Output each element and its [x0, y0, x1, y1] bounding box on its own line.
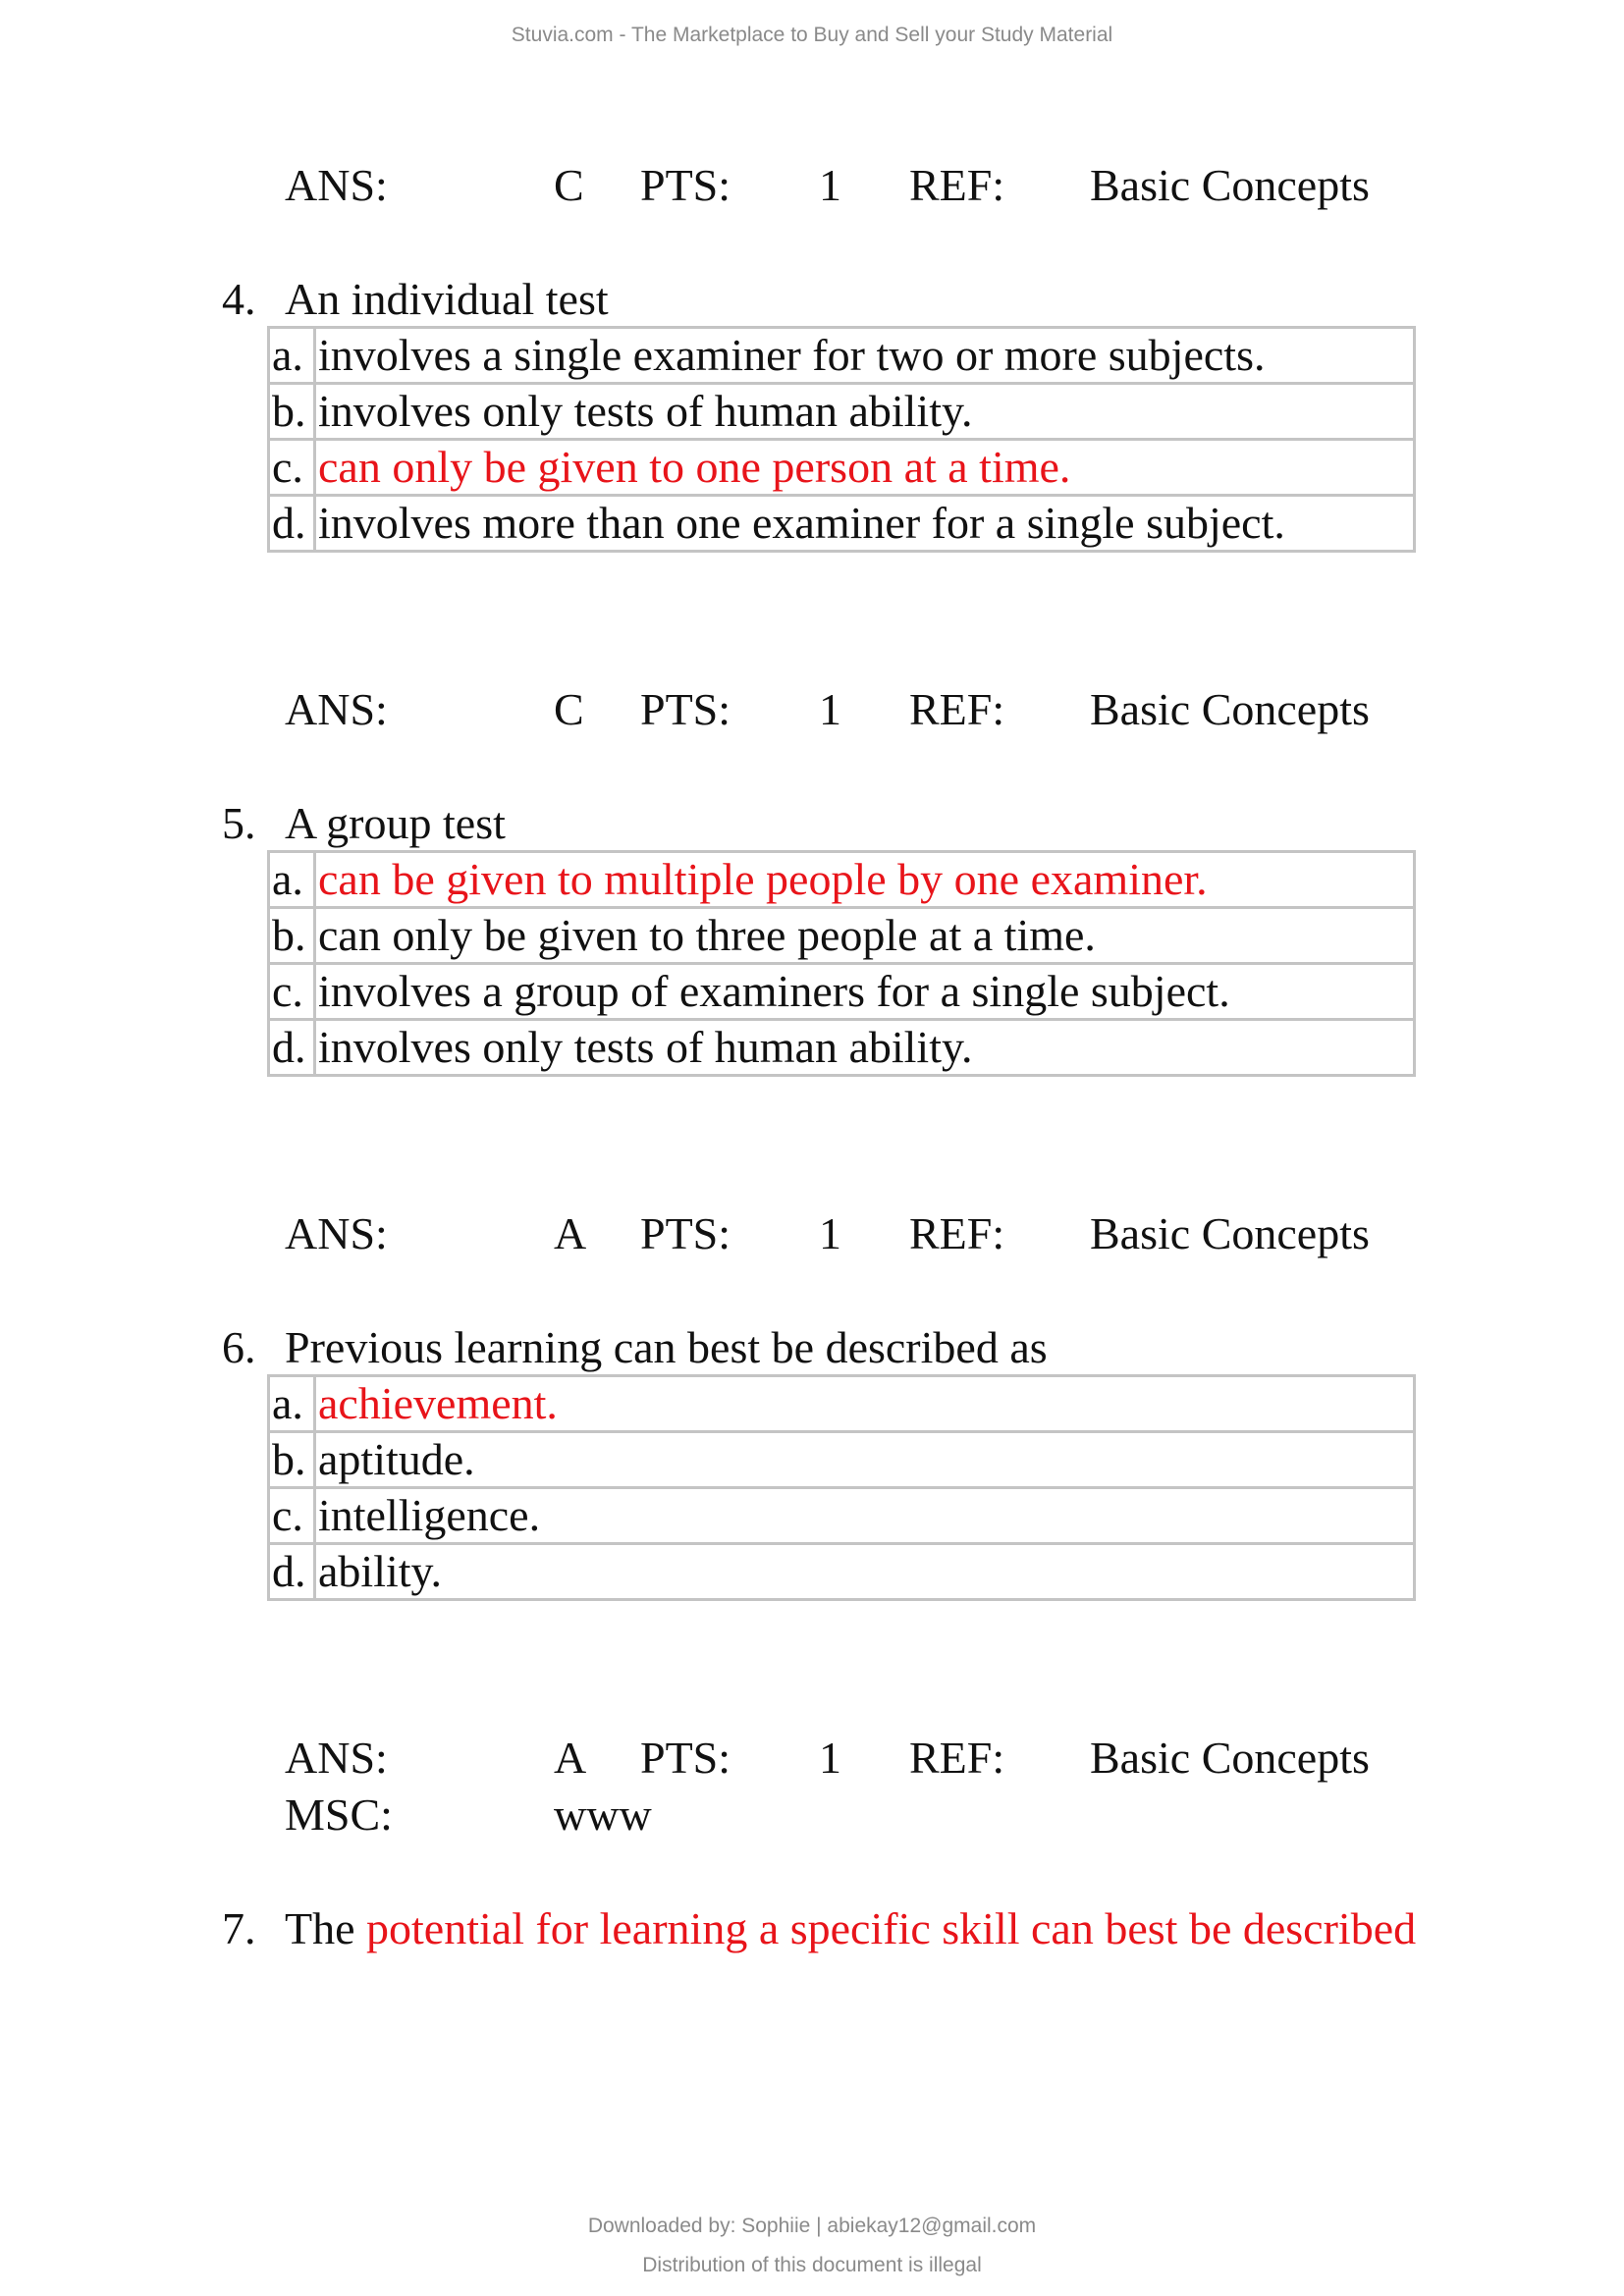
choice-text: involves only tests of human ability. [315, 1020, 1415, 1076]
pts-label: PTS: [640, 1733, 731, 1783]
choice-letter: a. [269, 852, 315, 908]
choice-letter: a. [269, 328, 315, 384]
choice-letter: d. [269, 496, 315, 552]
choice-text: involves more than one examiner for a single subject. [315, 496, 1415, 552]
ref-label: REF: [909, 684, 1005, 734]
msc-value: www [554, 1789, 652, 1840]
pts-value: 1 [819, 684, 841, 734]
choice-letter: c. [269, 440, 315, 496]
ans-value: C [554, 684, 584, 734]
choice-row [269, 440, 1415, 496]
question-text: Previous learning can best be described as [285, 1322, 1048, 1372]
question-text: A group test [285, 798, 506, 848]
choice-row [269, 1544, 1415, 1600]
choice-row [269, 328, 1415, 384]
ref-value: Basic Concepts [1090, 1733, 1370, 1783]
choice-letter: d. [269, 1544, 315, 1600]
choice-letter: b. [269, 1432, 315, 1488]
choice-text: can only be given to three people at a time. [315, 908, 1415, 964]
choice-row [269, 496, 1415, 552]
pts-label: PTS: [640, 160, 731, 210]
site-header-banner: Stuvia.com - The Marketplace to Buy and Sell your Study Material [511, 24, 1113, 46]
pts-label: PTS: [640, 1208, 731, 1258]
ans-label: ANS: [285, 684, 388, 734]
choice-row [269, 1020, 1415, 1076]
choice-letter: b. [269, 908, 315, 964]
ans-label: ANS: [285, 1733, 388, 1783]
ref-value: Basic Concepts [1090, 160, 1370, 210]
ref-value: Basic Concepts [1090, 684, 1370, 734]
choice-row [269, 384, 1415, 440]
choice-text: involves only tests of human ability. [315, 384, 1415, 440]
question-number: 6. [222, 1322, 256, 1372]
choice-text: involves a single examiner for two or more subjects. [315, 328, 1415, 384]
choice-text: intelligence. [315, 1488, 1415, 1544]
question-7-stem [222, 1900, 1416, 1957]
ans-value: A [554, 1208, 587, 1258]
ans-label: ANS: [285, 160, 388, 210]
question-number: 5. [222, 798, 256, 848]
msc-label: MSC: [285, 1789, 393, 1840]
pts-value: 1 [819, 160, 841, 210]
question-text: The [285, 1903, 367, 1953]
choice-text: ability. [315, 1544, 1415, 1600]
ans-value: A [554, 1733, 587, 1783]
ans-value: C [554, 160, 584, 210]
distribution-notice: Distribution of this document is illegal [642, 2254, 982, 2276]
question-6-choices [267, 1374, 1416, 1601]
choice-text-correct: can only be given to one person at a time. [315, 440, 1415, 496]
ref-label: REF: [909, 1208, 1005, 1258]
choice-letter: c. [269, 1488, 315, 1544]
choice-row [269, 852, 1415, 908]
question-number: 7. [222, 1903, 256, 1953]
choice-letter: a. [269, 1376, 315, 1432]
choice-row [269, 1432, 1415, 1488]
pts-value: 1 [819, 1208, 841, 1258]
choice-text: involves a group of examiners for a single subject. [315, 964, 1415, 1020]
question-6-stem [222, 1319, 1048, 1376]
question-text-highlighted: potential for learning a specific skill can best be described [366, 1903, 1417, 1953]
choice-letter: c. [269, 964, 315, 1020]
question-5-choices [267, 850, 1416, 1077]
question-4-stem [222, 271, 609, 328]
question-text: An individual test [285, 274, 609, 324]
choice-text-correct: achievement. [315, 1376, 1415, 1432]
ref-value: Basic Concepts [1090, 1208, 1370, 1258]
choice-text: aptitude. [315, 1432, 1415, 1488]
question-5-stem [222, 795, 506, 852]
ans-label: ANS: [285, 1208, 388, 1258]
question-4-choices [267, 326, 1416, 553]
pts-label: PTS: [640, 684, 731, 734]
choice-row [269, 1488, 1415, 1544]
choice-letter: b. [269, 384, 315, 440]
ref-label: REF: [909, 1733, 1005, 1783]
choice-row [269, 1376, 1415, 1432]
choice-text-correct: can be given to multiple people by one examiner. [315, 852, 1415, 908]
choice-row [269, 964, 1415, 1020]
choice-row [269, 908, 1415, 964]
question-number: 4. [222, 274, 256, 324]
pts-value: 1 [819, 1733, 841, 1783]
downloaded-by-notice: Downloaded by: Sophiie | abiekay12@gmail.com [587, 2215, 1037, 2237]
choice-letter: d. [269, 1020, 315, 1076]
ref-label: REF: [909, 160, 1005, 210]
